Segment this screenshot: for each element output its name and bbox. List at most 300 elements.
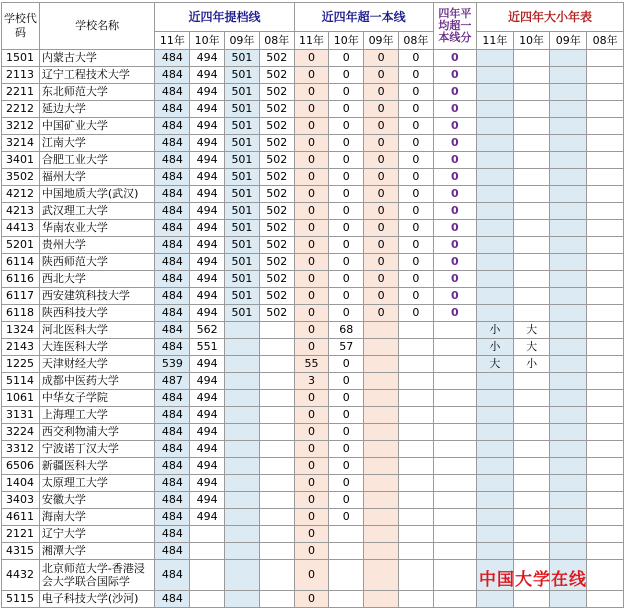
tidang-cell: 501: [225, 67, 260, 84]
school-name: 新疆医科大学: [39, 458, 155, 475]
tidang-cell: 494: [190, 492, 225, 509]
school-code: 3502: [2, 169, 40, 186]
chao-cell: 0: [294, 84, 329, 101]
tidang-cell: 484: [155, 424, 190, 441]
chao-cell: 0: [329, 407, 364, 424]
chao-cell: 0: [398, 186, 433, 203]
chao-cell: 0: [364, 254, 399, 271]
chao-cell: [398, 591, 433, 608]
tidang-cell: [259, 543, 294, 560]
daxiao-cell: [550, 84, 587, 101]
daxiao-cell: [476, 492, 513, 509]
school-name: 江南大学: [39, 135, 155, 152]
year-header-chao: 09年: [364, 32, 399, 50]
chao-cell: [364, 373, 399, 390]
chao-cell: 0: [294, 203, 329, 220]
school-code: 3131: [2, 407, 40, 424]
chao-cell: 0: [294, 271, 329, 288]
school-code: 1501: [2, 50, 40, 67]
daxiao-cell: [550, 591, 587, 608]
daxiao-cell: [550, 271, 587, 288]
tidang-cell: 539: [155, 356, 190, 373]
avg-cell: 0: [433, 67, 476, 84]
chao-cell: 0: [294, 67, 329, 84]
tidang-cell: [225, 591, 260, 608]
school-name: 成都中医药大学: [39, 373, 155, 390]
tidang-cell: 484: [155, 339, 190, 356]
chao-cell: 0: [329, 305, 364, 322]
daxiao-cell: [550, 152, 587, 169]
daxiao-cell: [476, 101, 513, 118]
chao-cell: 68: [329, 322, 364, 339]
school-code: 1225: [2, 356, 40, 373]
tidang-cell: 502: [259, 254, 294, 271]
daxiao-cell: [587, 152, 624, 169]
tidang-cell: [225, 492, 260, 509]
chao-cell: 0: [398, 152, 433, 169]
tidang-cell: 502: [259, 220, 294, 237]
chao-cell: 0: [329, 118, 364, 135]
table-row: [2, 339, 624, 356]
daxiao-cell: [513, 271, 550, 288]
avg-cell: 0: [433, 254, 476, 271]
chao-cell: 0: [398, 254, 433, 271]
avg-cell: [433, 475, 476, 492]
daxiao-cell: [587, 526, 624, 543]
daxiao-cell: [587, 356, 624, 373]
chao-cell: 0: [398, 101, 433, 118]
tidang-cell: 484: [155, 118, 190, 135]
school-code: 5201: [2, 237, 40, 254]
daxiao-cell: [587, 271, 624, 288]
table-row: [2, 458, 624, 475]
chao-cell: [364, 339, 399, 356]
daxiao-cell: [513, 50, 550, 67]
avg-cell: [433, 373, 476, 390]
tidang-cell: 484: [155, 526, 190, 543]
table-row: [2, 50, 624, 67]
chao-cell: [329, 526, 364, 543]
chao-cell: 0: [294, 424, 329, 441]
daxiao-cell: [476, 591, 513, 608]
school-code: 3224: [2, 424, 40, 441]
tidang-cell: 484: [155, 591, 190, 608]
table-row: [2, 254, 624, 271]
tidang-cell: 494: [190, 305, 225, 322]
school-name: 西交利物浦大学: [39, 424, 155, 441]
tidang-cell: 484: [155, 84, 190, 101]
avg-cell: [433, 591, 476, 608]
watermark-logo: 中国大学在线: [479, 570, 587, 590]
school-code: 4611: [2, 509, 40, 526]
chao-cell: [364, 475, 399, 492]
chao-cell: 0: [329, 186, 364, 203]
daxiao-cell: [550, 169, 587, 186]
daxiao-cell: [476, 152, 513, 169]
tidang-cell: 494: [190, 373, 225, 390]
year-header-daxiao: 11年: [476, 32, 513, 50]
tidang-cell: 494: [190, 101, 225, 118]
tidang-cell: [225, 560, 260, 591]
tidang-cell: 494: [190, 135, 225, 152]
avg-cell: [433, 356, 476, 373]
daxiao-cell: [550, 407, 587, 424]
chao-cell: 0: [294, 101, 329, 118]
chao-cell: 57: [329, 339, 364, 356]
school-name: 贵州大学: [39, 237, 155, 254]
tidang-cell: 484: [155, 135, 190, 152]
tidang-cell: 502: [259, 305, 294, 322]
tidang-cell: [259, 356, 294, 373]
tidang-cell: 502: [259, 186, 294, 203]
score-table: [1, 2, 624, 608]
chao-cell: 0: [364, 288, 399, 305]
daxiao-cell: [587, 101, 624, 118]
daxiao-cell: [476, 407, 513, 424]
chao-cell: 0: [329, 492, 364, 509]
daxiao-cell: [550, 118, 587, 135]
daxiao-cell: [513, 441, 550, 458]
tidang-cell: 501: [225, 84, 260, 101]
tidang-cell: [225, 509, 260, 526]
tidang-cell: 502: [259, 271, 294, 288]
tidang-cell: 501: [225, 169, 260, 186]
tidang-cell: 494: [190, 458, 225, 475]
chao-cell: 0: [364, 118, 399, 135]
school-name: 天津财经大学: [39, 356, 155, 373]
year-header-tidang: 08年: [259, 32, 294, 50]
school-code: 1061: [2, 390, 40, 407]
daxiao-cell: 大: [476, 356, 513, 373]
tidang-cell: 484: [155, 305, 190, 322]
school-code: 5115: [2, 591, 40, 608]
tidang-cell: [259, 591, 294, 608]
school-code: 4432: [2, 560, 40, 591]
daxiao-cell: [550, 339, 587, 356]
tidang-cell: 484: [155, 220, 190, 237]
tidang-cell: 494: [190, 220, 225, 237]
avg-cell: 0: [433, 220, 476, 237]
daxiao-cell: [476, 305, 513, 322]
chao-cell: 0: [364, 101, 399, 118]
daxiao-cell: [587, 186, 624, 203]
table-row: [2, 390, 624, 407]
tidang-cell: 484: [155, 390, 190, 407]
year-header-daxiao: 09年: [550, 32, 587, 50]
school-name: 湘潭大学: [39, 543, 155, 560]
daxiao-cell: [550, 526, 587, 543]
daxiao-cell: [550, 492, 587, 509]
table-row: [2, 203, 624, 220]
tidang-cell: 501: [225, 305, 260, 322]
header-code: 学校代码: [2, 3, 40, 50]
daxiao-cell: [513, 373, 550, 390]
chao-cell: 0: [398, 237, 433, 254]
daxiao-cell: [513, 288, 550, 305]
chao-cell: 3: [294, 373, 329, 390]
daxiao-cell: [513, 458, 550, 475]
chao-cell: 0: [398, 169, 433, 186]
year-header-tidang: 09年: [225, 32, 260, 50]
daxiao-cell: [476, 526, 513, 543]
table-row: [2, 356, 624, 373]
daxiao-cell: [513, 591, 550, 608]
chao-cell: 0: [364, 237, 399, 254]
daxiao-cell: [476, 118, 513, 135]
chao-cell: [398, 492, 433, 509]
daxiao-cell: [476, 186, 513, 203]
daxiao-cell: [513, 203, 550, 220]
chao-cell: 0: [294, 152, 329, 169]
chao-cell: 0: [294, 305, 329, 322]
school-code: 2212: [2, 101, 40, 118]
chao-cell: [364, 356, 399, 373]
header-group-chao: 近四年超一本线: [294, 3, 433, 32]
daxiao-cell: [550, 305, 587, 322]
tidang-cell: 484: [155, 458, 190, 475]
tidang-cell: 501: [225, 220, 260, 237]
chao-cell: 0: [329, 356, 364, 373]
tidang-cell: 501: [225, 101, 260, 118]
daxiao-cell: [476, 509, 513, 526]
chao-cell: 0: [294, 475, 329, 492]
daxiao-cell: [513, 186, 550, 203]
chao-cell: [364, 591, 399, 608]
avg-cell: [433, 390, 476, 407]
school-name: 安徽大学: [39, 492, 155, 509]
tidang-cell: [259, 322, 294, 339]
table-row: [2, 237, 624, 254]
chao-cell: 0: [364, 84, 399, 101]
tidang-cell: 484: [155, 492, 190, 509]
school-code: 4413: [2, 220, 40, 237]
chao-cell: 0: [329, 50, 364, 67]
avg-cell: [433, 509, 476, 526]
daxiao-cell: [550, 203, 587, 220]
chao-cell: [364, 424, 399, 441]
school-code: 6506: [2, 458, 40, 475]
chao-cell: 0: [294, 560, 329, 591]
tidang-cell: 487: [155, 373, 190, 390]
daxiao-cell: [550, 322, 587, 339]
tidang-cell: [259, 373, 294, 390]
daxiao-cell: [513, 424, 550, 441]
tidang-cell: 502: [259, 67, 294, 84]
chao-cell: 0: [329, 237, 364, 254]
chao-cell: [398, 407, 433, 424]
tidang-cell: 501: [225, 237, 260, 254]
daxiao-cell: [513, 118, 550, 135]
avg-cell: 0: [433, 271, 476, 288]
daxiao-cell: [587, 67, 624, 84]
chao-cell: 0: [329, 220, 364, 237]
daxiao-cell: [476, 373, 513, 390]
school-name: 大连医科大学: [39, 339, 155, 356]
daxiao-cell: [513, 254, 550, 271]
avg-cell: 0: [433, 169, 476, 186]
avg-cell: [433, 543, 476, 560]
daxiao-cell: [476, 441, 513, 458]
chao-cell: 0: [329, 271, 364, 288]
tidang-cell: [259, 407, 294, 424]
chao-cell: 0: [294, 543, 329, 560]
chao-cell: 0: [329, 169, 364, 186]
tidang-cell: 484: [155, 509, 190, 526]
school-code: 4213: [2, 203, 40, 220]
tidang-cell: 484: [155, 101, 190, 118]
avg-cell: 0: [433, 135, 476, 152]
daxiao-cell: [513, 169, 550, 186]
daxiao-cell: [550, 390, 587, 407]
chao-cell: 0: [364, 305, 399, 322]
avg-cell: [433, 526, 476, 543]
daxiao-cell: [513, 101, 550, 118]
daxiao-cell: [513, 390, 550, 407]
daxiao-cell: [550, 237, 587, 254]
tidang-cell: 494: [190, 441, 225, 458]
chao-cell: [329, 591, 364, 608]
year-header-chao: 08年: [398, 32, 433, 50]
chao-cell: 0: [398, 50, 433, 67]
chao-cell: [364, 492, 399, 509]
tidang-cell: 484: [155, 237, 190, 254]
tidang-cell: 494: [190, 67, 225, 84]
table-row: [2, 407, 624, 424]
chao-cell: 0: [398, 135, 433, 152]
avg-cell: [433, 492, 476, 509]
daxiao-cell: 小: [476, 322, 513, 339]
tidang-cell: 501: [225, 118, 260, 135]
chao-cell: 0: [329, 101, 364, 118]
daxiao-cell: [587, 237, 624, 254]
daxiao-cell: [476, 424, 513, 441]
chao-cell: [398, 441, 433, 458]
chao-cell: 0: [364, 220, 399, 237]
tidang-cell: 494: [190, 203, 225, 220]
chao-cell: [398, 526, 433, 543]
avg-cell: [433, 441, 476, 458]
tidang-cell: [259, 458, 294, 475]
school-code: 6118: [2, 305, 40, 322]
chao-cell: 0: [364, 152, 399, 169]
tidang-cell: 502: [259, 152, 294, 169]
daxiao-cell: [513, 543, 550, 560]
tidang-cell: [259, 339, 294, 356]
chao-cell: 0: [329, 254, 364, 271]
daxiao-cell: [476, 543, 513, 560]
chao-cell: [329, 560, 364, 591]
chao-cell: 0: [329, 390, 364, 407]
school-code: 3214: [2, 135, 40, 152]
chao-cell: 0: [398, 220, 433, 237]
tidang-cell: [225, 458, 260, 475]
year-header-daxiao: 10年: [513, 32, 550, 50]
avg-cell: 0: [433, 305, 476, 322]
school-name: 上海理工大学: [39, 407, 155, 424]
school-code: 4212: [2, 186, 40, 203]
table-row: [2, 271, 624, 288]
tidang-cell: [259, 509, 294, 526]
daxiao-cell: [587, 509, 624, 526]
daxiao-cell: [476, 67, 513, 84]
chao-cell: [364, 441, 399, 458]
tidang-cell: 501: [225, 203, 260, 220]
tidang-cell: 501: [225, 271, 260, 288]
chao-cell: 0: [364, 50, 399, 67]
tidang-cell: 502: [259, 84, 294, 101]
daxiao-cell: [550, 220, 587, 237]
daxiao-cell: [587, 305, 624, 322]
daxiao-cell: [587, 339, 624, 356]
chao-cell: 0: [294, 135, 329, 152]
school-name: 福州大学: [39, 169, 155, 186]
chao-cell: 0: [364, 271, 399, 288]
school-code: 6117: [2, 288, 40, 305]
school-code: 3212: [2, 118, 40, 135]
tidang-cell: [190, 543, 225, 560]
chao-cell: [364, 322, 399, 339]
daxiao-cell: [550, 475, 587, 492]
tidang-cell: [225, 356, 260, 373]
table-row: [2, 101, 624, 118]
tidang-cell: 484: [155, 67, 190, 84]
chao-cell: 0: [294, 50, 329, 67]
table-row: [2, 322, 624, 339]
tidang-cell: 484: [155, 271, 190, 288]
chao-cell: [398, 390, 433, 407]
chao-cell: 0: [398, 84, 433, 101]
avg-cell: 0: [433, 203, 476, 220]
chao-cell: 0: [364, 67, 399, 84]
daxiao-cell: [587, 169, 624, 186]
chao-cell: 0: [329, 152, 364, 169]
daxiao-cell: [587, 390, 624, 407]
chao-cell: [364, 509, 399, 526]
tidang-cell: [259, 560, 294, 591]
school-code: 2113: [2, 67, 40, 84]
daxiao-cell: [550, 101, 587, 118]
school-code: 1324: [2, 322, 40, 339]
tidang-cell: 551: [190, 339, 225, 356]
header-group-tidang: 近四年提档线: [155, 3, 294, 32]
daxiao-cell: [587, 288, 624, 305]
daxiao-cell: [587, 254, 624, 271]
daxiao-cell: 小: [513, 356, 550, 373]
daxiao-cell: [587, 591, 624, 608]
daxiao-cell: [476, 169, 513, 186]
daxiao-cell: [587, 492, 624, 509]
school-name: 西安建筑科技大学: [39, 288, 155, 305]
year-header-daxiao: 08年: [587, 32, 624, 50]
chao-cell: 0: [398, 67, 433, 84]
chao-cell: 0: [294, 322, 329, 339]
chao-cell: 0: [294, 169, 329, 186]
school-name: 中华女子学院: [39, 390, 155, 407]
chao-cell: 0: [294, 441, 329, 458]
avg-cell: 0: [433, 118, 476, 135]
tidang-cell: 501: [225, 135, 260, 152]
tidang-cell: 494: [190, 254, 225, 271]
daxiao-cell: [587, 50, 624, 67]
chao-cell: 0: [294, 526, 329, 543]
tidang-cell: [225, 373, 260, 390]
header-name: 学校名称: [39, 3, 155, 50]
chao-cell: 0: [294, 390, 329, 407]
tidang-cell: 502: [259, 135, 294, 152]
chao-cell: [398, 339, 433, 356]
chao-cell: 0: [364, 169, 399, 186]
chao-cell: 55: [294, 356, 329, 373]
